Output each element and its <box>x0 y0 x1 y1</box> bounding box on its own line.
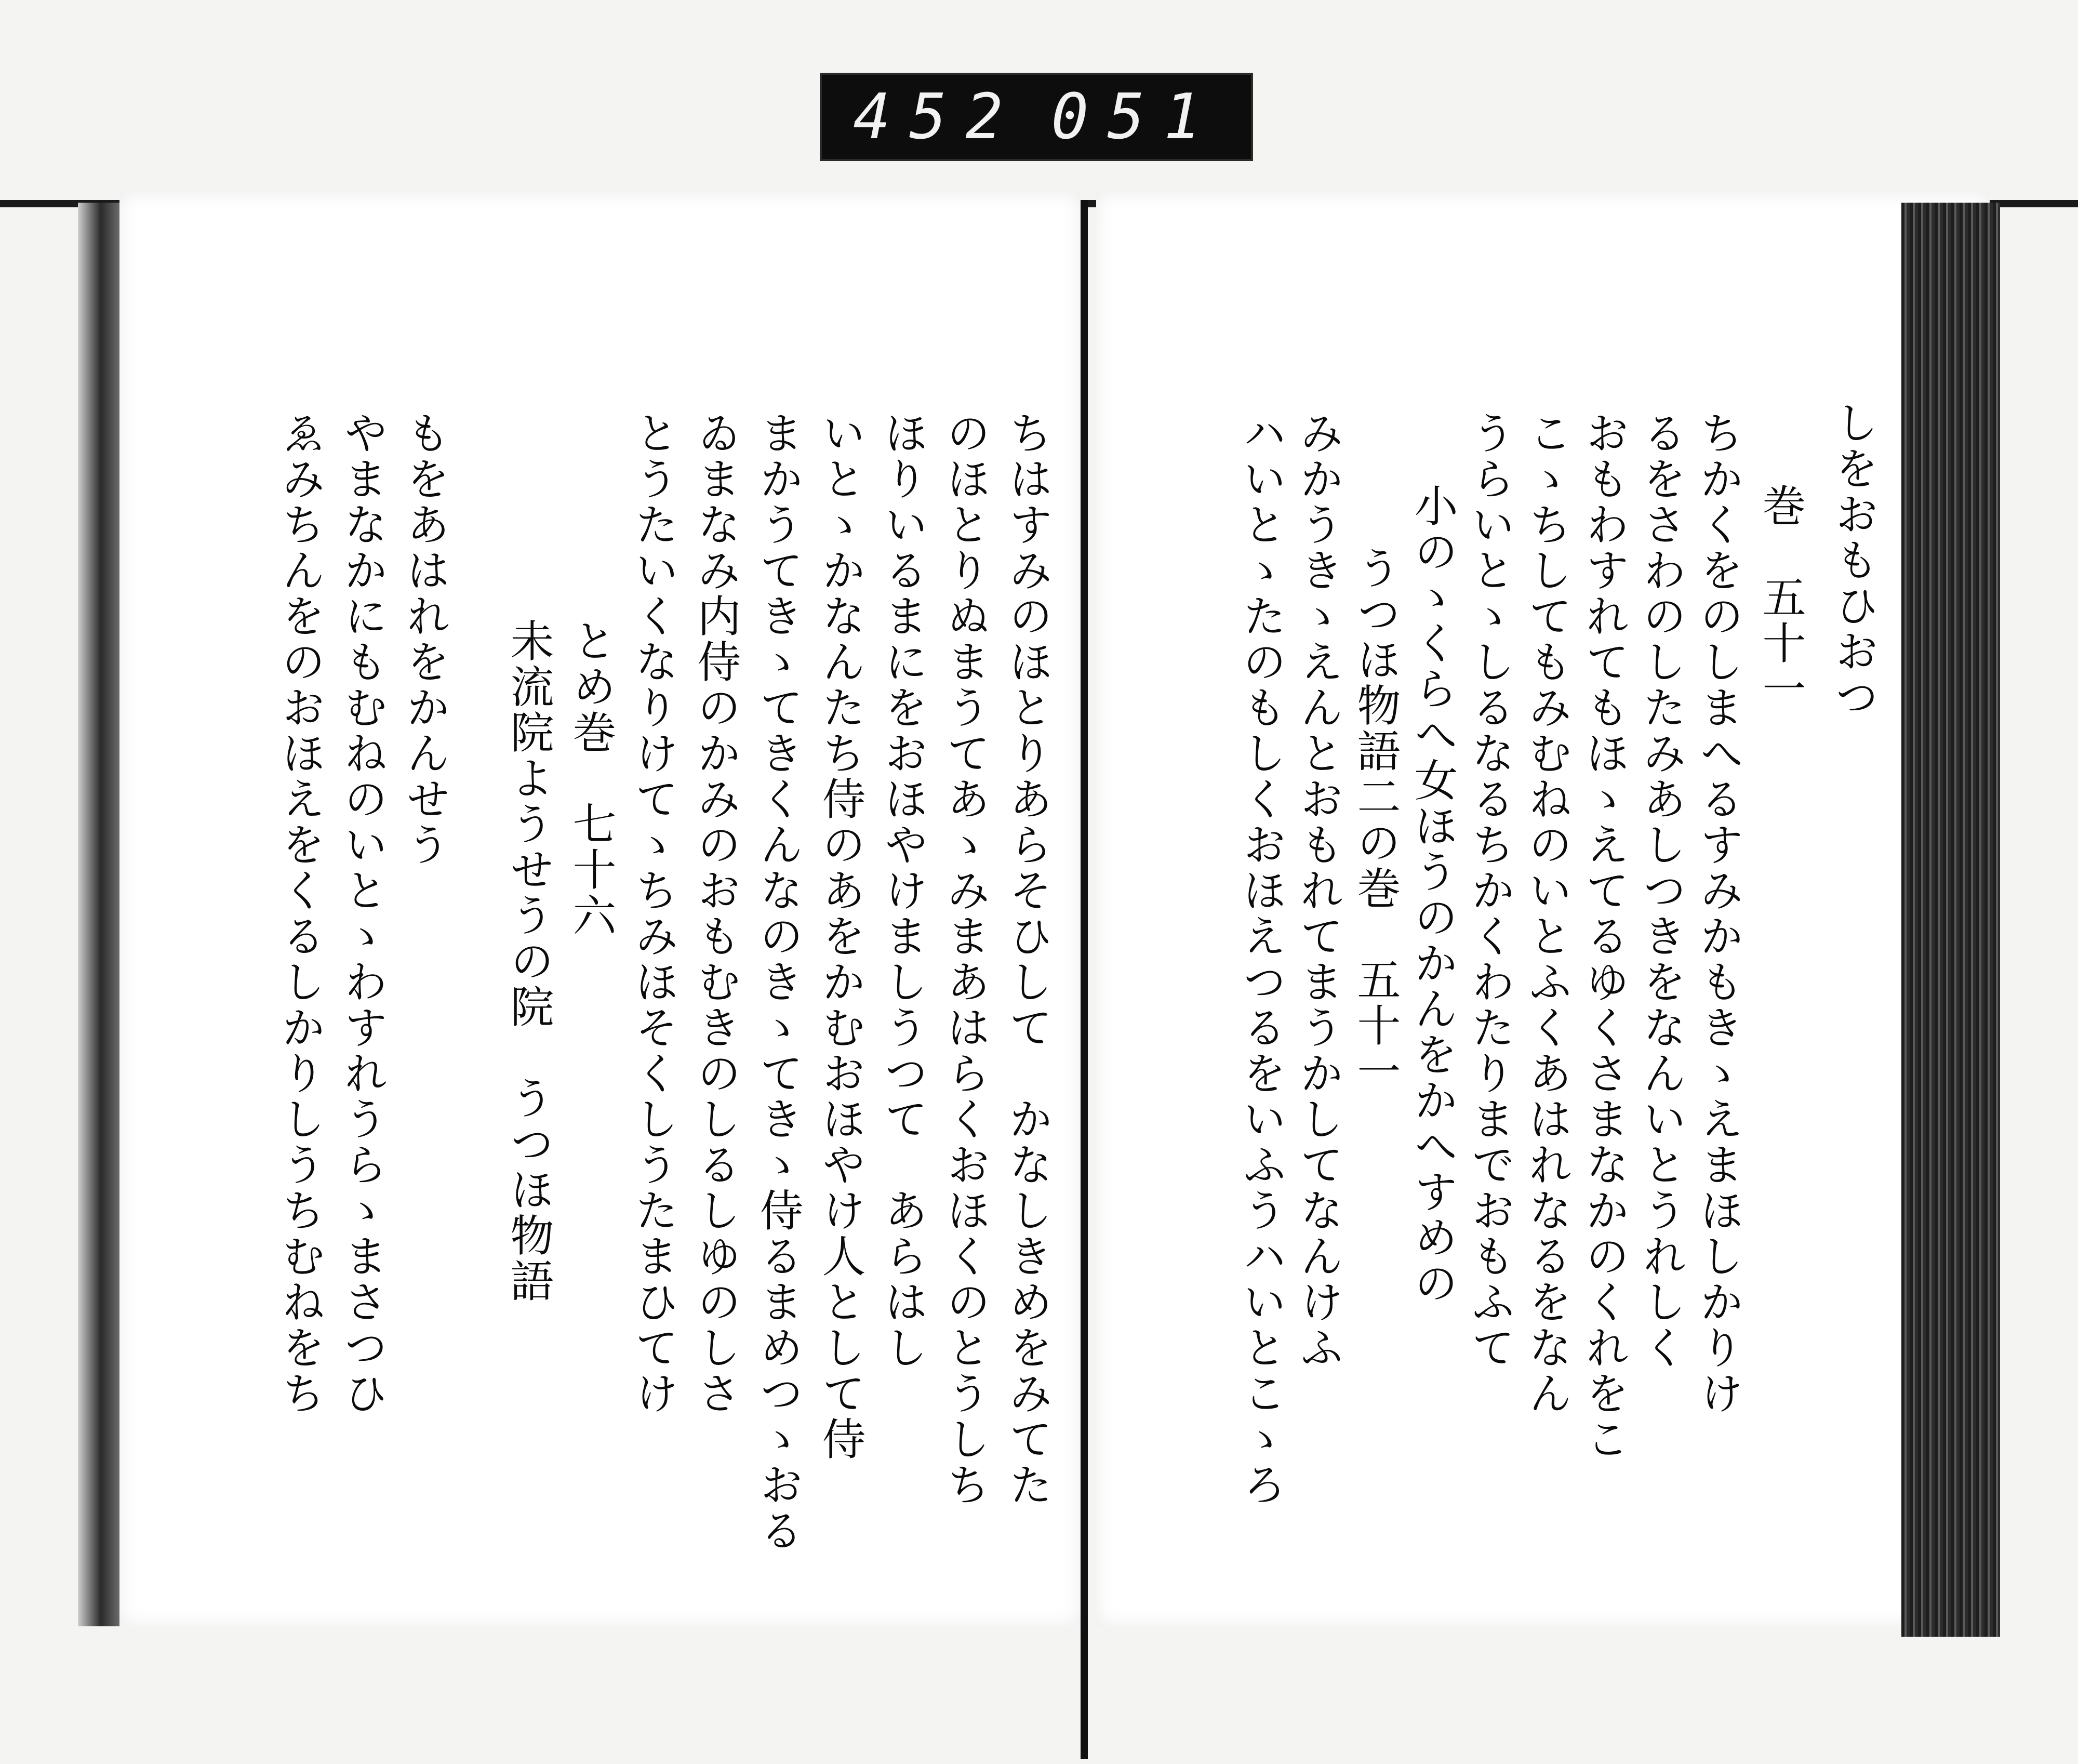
left-column-11: のほとりぬまうてあゝみまあはらくおほくのとうしち <box>940 410 991 1508</box>
left-column-12: ちはすみのほとりあらそひして かなしきめをみてた <box>1002 410 1053 1508</box>
roll-number: 452 <box>853 81 1022 153</box>
frame-number: 051 <box>1051 81 1220 153</box>
left-column-5: とめ巻 七十六 <box>566 618 617 938</box>
left-column-8: まかうてきゝてきくんなのきゝてきゝ侍るまめつゝおる <box>753 410 804 1554</box>
left-column-6: とうたいくなりけてゝちみほそくしうたまひてけ <box>628 410 679 1416</box>
left-column-3: もをあはれをかんせう <box>399 410 450 868</box>
right-page <box>1096 192 1990 1626</box>
open-book <box>78 187 2000 1642</box>
left-column-7: ゐまなみ内侍のかみのおもむきのしるしゆのしさ <box>690 410 741 1416</box>
left-column-4: 未流院ようせうの院 うつほ物語 <box>503 618 554 1304</box>
film-frame-counter <box>820 73 1253 161</box>
right-column-11: みかうきゝえんとおもれてまうかしてなんけふ <box>1293 410 1344 1371</box>
right-column-7: こゝちしてもみむねのいとふくあはれなるをなん <box>1522 410 1573 1416</box>
right-page-stack-edge <box>1901 203 2000 1637</box>
left-page-stack-edge <box>78 203 119 1626</box>
right-column-3: 巻 五十一 <box>1755 483 1806 712</box>
book-gutter <box>1081 200 1088 1759</box>
right-column-10: うつほ物語二の巻 五十一 <box>1350 546 1401 1094</box>
left-column-1: ゑみちんをのおほえをくるしかりしうちむねをち <box>275 410 326 1416</box>
right-column-12: ハいとゝたのもしくおほえつるをいふうハいとこゝろ <box>1236 410 1287 1508</box>
right-column-1: しをおもひおつ <box>1828 400 1879 720</box>
right-column-8: うらいとゝしるなるちかくわたりまでおもふて <box>1464 410 1515 1371</box>
left-column-9: いとゝかなんたち侍のあをかむおほやけ人として侍 <box>815 410 866 1462</box>
right-column-6: おもわすれてもほゝえてるゆくさまなかのくれをこ <box>1579 410 1630 1462</box>
right-column-4: ちかくをのしまへるすみかもきゝえまほしかりけ <box>1693 410 1744 1416</box>
right-column-5: るをさわのしたみあしつきをなんいとうれしく <box>1636 410 1687 1371</box>
right-column-9: 小のゝくらへ女ほうのかんをかへすめの <box>1407 483 1458 1306</box>
left-column-10: ほりいるまにをおほやけましうつて あらはし <box>877 410 928 1371</box>
left-column-2: やまなかにもむねのいとゝわすれうらゝまさつひ <box>337 410 388 1416</box>
left-page <box>119 192 1081 1626</box>
